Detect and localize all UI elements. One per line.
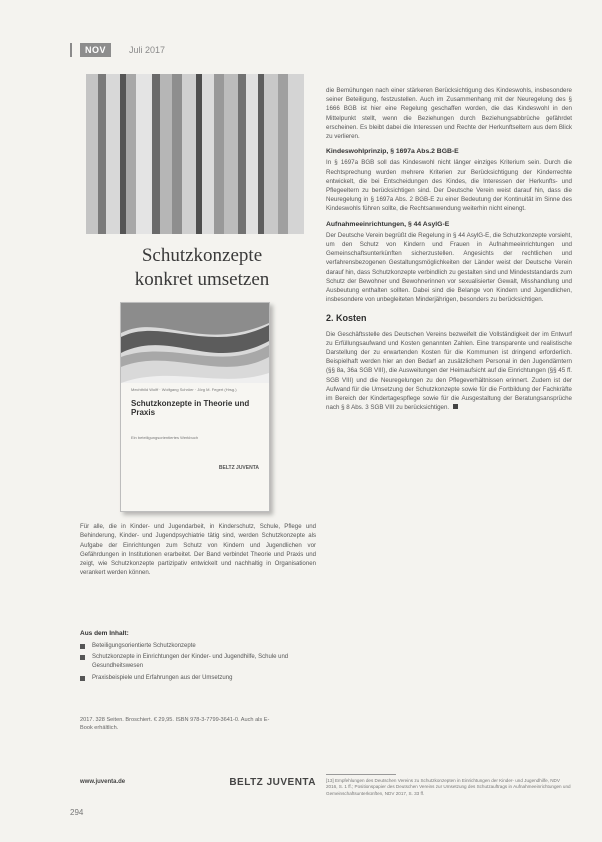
footnote: [13] Empfehlungen des Deutschen Vereins zu Schutzkonzepten in Einrichtungen der Kinder- und Jugendhilfe, NDV 2016, S. 1 ff.; Positionspapier des Deutschen Vereins zur Umsetzung des Schutzauftrags in Aufnahmeeinrichtungen und Gemeinschaftsunterkünften, NDV 2017, S. 33 ff. xyxy=(326,778,571,796)
publisher-url[interactable]: www.juventa.de xyxy=(80,779,126,785)
stripe xyxy=(160,74,172,234)
footnote-divider xyxy=(326,774,396,775)
stripe xyxy=(246,74,258,234)
list-item: Praxisbeispiele und Erfahrungen aus der Umsetzung xyxy=(80,674,316,683)
stripe xyxy=(98,74,106,234)
book-authors: Mechthild Wolff · Wolfgang Schröer · Jörg M. Fegert (Hrsg.) xyxy=(131,387,237,392)
book-advertisement xyxy=(80,66,316,834)
stripe xyxy=(224,74,238,234)
stripe xyxy=(214,74,224,234)
book-subtitle: Ein beteiligungsorientiertes Werkbuch xyxy=(131,435,199,440)
ad-contents-list xyxy=(80,642,316,685)
ad-description: Für alle, die in Kinder- und Jugendarbeit, in Kinderschutz, Schule, Pflege und Behinderung, Kinder- und Jugendpsychiatrie tätig sind, werden Schutzkonzepte als Aufgabe der Einrichtungen zum Schutz von Kindern und Jugendlichen vor Gefährdungen in Institutionen erarbeitet. Der Band verbindet Theorie und Praxis und zeigt, wie Schutzkonzepte partizipativ entwickelt und nachhaltig in Organisationen verankert werden können. xyxy=(80,523,316,577)
stripe xyxy=(152,74,160,234)
subheading: Kindeswohlprinzip, § 1697a Abs.2 BGB-E xyxy=(326,148,459,156)
end-mark-icon xyxy=(453,404,458,409)
stripe xyxy=(126,74,136,234)
ad-contents-heading: Aus dem Inhalt: xyxy=(80,630,129,637)
decorative-stripes xyxy=(86,74,314,234)
stripe xyxy=(238,74,246,234)
cover-wave-graphic xyxy=(121,303,269,383)
book-publisher: BELTZ JUVENTA xyxy=(218,465,259,471)
page-number: 294 xyxy=(70,808,84,817)
journal-badge: NOV xyxy=(80,43,111,57)
issue-date: Juli 2017 xyxy=(129,45,166,55)
stripe xyxy=(288,74,304,234)
list-item: Schutzkonzepte in Einrichtungen der Kinder- und Jugendhilfe, Schule und Gesundheitswesen xyxy=(80,653,316,671)
bullet-square-icon xyxy=(80,676,85,681)
ad-footer xyxy=(80,768,316,796)
book-details: 2017. 328 Seiten. Broschiert. € 29,95. ISBN 978-3-7799-3641-0. Auch als E-Book erhältlich. xyxy=(80,717,270,731)
article-column xyxy=(326,86,572,417)
subheading: Aufnahmeeinrichtungen, § 44 AsylG-E xyxy=(326,220,450,228)
paragraph: In § 1697a BGB soll das Kindeswohl nicht länger einziges Kriterium sein. Durch die Rechtsprechung wurden mehrere Kriterien zur Berücksichtigung der Kinderrechte entwickelt, die bei Entscheidungen des Kindes, die Interessen der Herkunfts- und Pflegeeltern zu berücksichtigen sind. Der Deutsche Verein weist darauf hin, dass die Neuregelung in § 1697a Abs. 2 BGB-E zu einer Bedeutung der Kontinuität im Sinne des Kindeswohls führen sollte, die Rechtsanwendung weiterhin nicht einengt. xyxy=(326,159,572,213)
book-title: Schutzkonzepte in Theorie und Praxis xyxy=(131,399,250,417)
stripe xyxy=(136,74,152,234)
stripe xyxy=(264,74,278,234)
page-header xyxy=(70,42,165,58)
paragraph: Der Deutsche Verein begrüßt die Regelung in § 44 AsylG-E, die Schutzkonzepte vorsieht, um den Schutz von Kindern und Frauen in Aufnahmeeinrichtungen und Gemeinschaftsunterkünften sicherzustellen. Angesichts der rechtlichen und verfahrensbezogenen Gestaltungsmöglichkeiten der Länder weist der Deutsche Verein darauf hin, dass Schutzkonzepte verbindlich zu gestalten sind und Mindeststandards zum Schutz der Bewohner und Bewohnerinnen vor sexualisierter Gewalt, Misshandlung und Ausbeutung enthalten sollten. Dabei sind die Belange von Kindern und Jugendlichen, insbesondere von unbegleiteten Minderjährigen, besonders zu berücksichtigen. xyxy=(326,231,572,304)
paragraph: die Bemühungen nach einer stärkeren Berücksichtigung des Kindeswohls, insbesondere seiner Beteiligung, festzustellen. Auch im Zusammenhang mit der Neuregelung des § 1666 BGB ist hier eine Regelung geschaffen worden, die das Kindeswohl in den Mittelpunkt stellt, wenn die Beziehungen durch Beziehungsabbrüche gefährdet erscheinen. Es bleibt dabei die Interessen und Rechte der Herkunftseltern aus dem Blick zu verlieren. xyxy=(326,87,572,141)
stripe xyxy=(86,74,98,234)
section-heading: 2. Kosten xyxy=(326,313,367,324)
ad-headline xyxy=(80,244,324,292)
bullet-square-icon xyxy=(80,644,85,649)
stripe xyxy=(106,74,120,234)
book-cover xyxy=(120,302,270,512)
stripe xyxy=(182,74,196,234)
ad-headline-line-2: konkret umsetzen xyxy=(134,269,270,290)
header-divider xyxy=(70,43,72,57)
publisher-logo: BELTZ JUVENTA xyxy=(229,776,316,788)
ad-headline-line-1: Schutzkonzepte xyxy=(141,245,263,266)
stripe xyxy=(202,74,214,234)
paragraph: Die Geschäftsstelle des Deutschen Vereins bezweifelt die Vollständigkeit der im Entwurf zu Erfüllungsaufwand und Kosten genannten Zahlen. Eine transparente und realistische Darstellung der zu erwartenden Kosten für die Kommunen ist dringend erforderlich. Beispielhaft werden hier an den Bedarf an zusätzlichem Personal in den Jugendämtern (§§ 8a, 36a SGB VIII), die Ausweitungen der Heimaufsicht auf die Einrichtungen (§§ 45 ff. SGB VIII) und die Neuregelungen zu den Pflegeverhältnissen erinnert. Zudem ist der Aufwand für die Umsetzung der Schutzkonzepte sowie für die Fortbildung der Fachkräfte im Bereich der Kindertagespflege sowie für die Ausgestaltung der Beratungsansprüche nach § 8 Abs. 3 SGB VIII zu berücksichtigen. xyxy=(326,330,572,412)
stripe xyxy=(278,74,288,234)
stripe xyxy=(172,74,182,234)
bullet-square-icon xyxy=(80,655,85,660)
list-item: Beteiligungsorientierte Schutzkonzepte xyxy=(80,642,316,651)
